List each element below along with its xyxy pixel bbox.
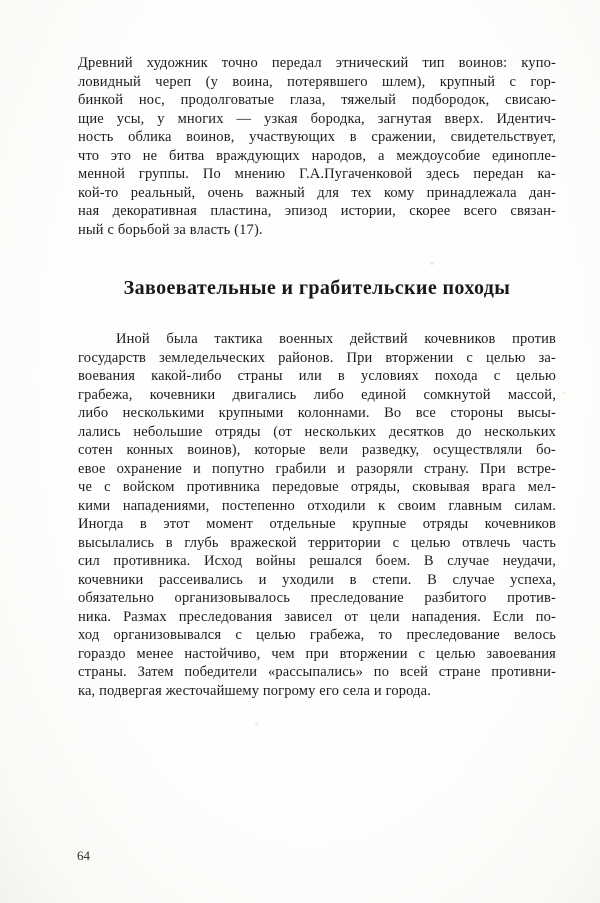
- text-line: воевания какой-либо страны или в условиях похода с целью: [78, 368, 556, 384]
- text-line: кой-то реальный, очень важный для тех кому принадлежала дан-: [78, 184, 556, 201]
- text-line: сил противника. Исход войны решался боем. В случае неудачи,: [78, 553, 556, 569]
- page-number: 64: [77, 848, 90, 863]
- text-line: Древний художник точно передал этнический тип воинов: купо-: [78, 55, 556, 71]
- text-line: обязательно организовывалось преследование разбитого против-: [78, 590, 556, 606]
- text-line: лались небольшие отряды (от нескольких десятков до нескольких: [78, 423, 556, 440]
- section-heading: Завоевательные и грабительские походы: [123, 277, 511, 299]
- scan-speck: [255, 722, 258, 725]
- text-line: Иногда в этот момент отдельные крупные отряды кочевников: [78, 516, 556, 532]
- text-line: страны. Затем победители «рассыпались» по всей стране противни-: [78, 664, 556, 680]
- text-line: бинкой нос, продолговатые глаза, тяжелый подбородок, свисаю-: [78, 92, 556, 108]
- paragraph-2: [78, 330, 556, 700]
- page-content: [78, 54, 556, 700]
- text-line: кими нападениями, постепенно отходили к своим главным силам.: [78, 497, 556, 514]
- text-line: что это не битва враждующих народов, а междоусобие единопле-: [78, 147, 556, 164]
- text-line: либо несколькими крупными колоннами. Во все стороны высы-: [78, 405, 556, 421]
- text-line: менной группы. По мнению Г.А.Пугаченковой здесь передан ка-: [78, 166, 556, 182]
- text-line: ловидный череп (у воина, потерявшего шлем), крупный с гор-: [78, 73, 556, 90]
- text-line: ный с борьбой за власть (17).: [78, 221, 263, 238]
- text-line: ход организовывался с целью грабежа, то преследование велось: [78, 627, 556, 643]
- text-line: гораздо менее настойчиво, чем при вторжении с целью завоевания: [78, 645, 556, 662]
- text-line: ка, подвергая жесточайшему погрому его села и города.: [78, 682, 431, 699]
- text-line: щие усы, у многих — узкая бородка, загнутая вверх. Идентич-: [78, 110, 556, 127]
- text-line: сотен конных воинов), которые вели разведку, осуществляли бо-: [78, 442, 556, 458]
- text-line: кочевники рассеивались и уходили в степи. В случае успеха,: [78, 571, 556, 588]
- text-line: государств земледельческих районов. При вторжении с целью за-: [78, 349, 556, 366]
- scan-speck: [562, 392, 565, 394]
- text-line: высылались в глубь вражеской территории с целью отвлечь часть: [78, 534, 556, 551]
- text-line: че с войском противника передовые отряды, сковывая врага мел-: [78, 479, 556, 495]
- text-line: Иной была тактика военных действий кочевников против: [116, 331, 556, 347]
- text-line: евое охранение и попутно грабили и разоряли страну. При встре-: [78, 460, 556, 477]
- paragraph-1: [78, 54, 556, 239]
- text-line: ная декоративная пластина, эпизод истории, скорее всего связан-: [78, 203, 556, 219]
- text-line: ность облика воинов, участвующих в сражении, свидетельствует,: [78, 129, 556, 145]
- text-line: ника. Размах преследования зависел от цели нападения. Если по-: [78, 608, 556, 625]
- text-line: грабежа, кочевники двигались либо единой сомкнутой массой,: [78, 386, 556, 403]
